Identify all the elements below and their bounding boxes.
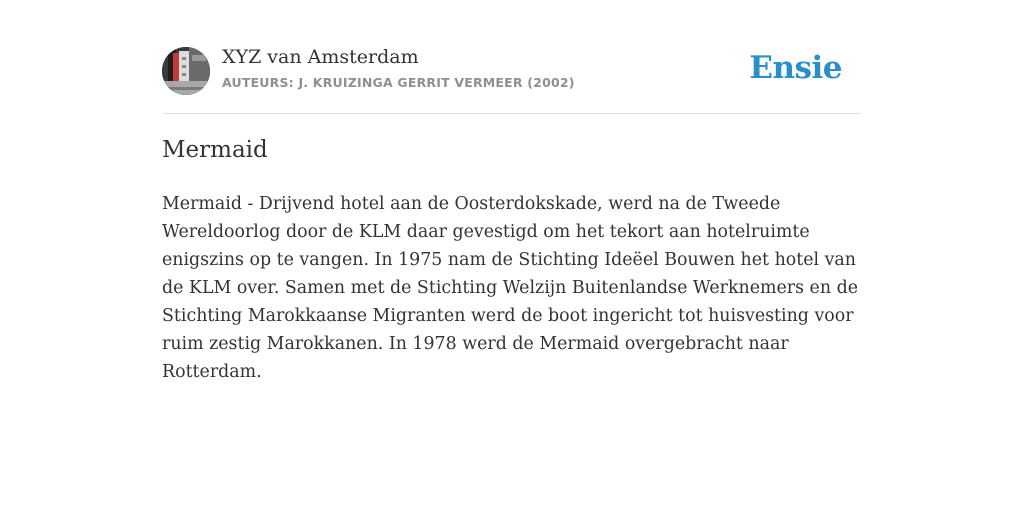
- book-cover-icon: [162, 47, 210, 95]
- authors-label: AUTEURS:: [222, 75, 294, 90]
- book-header: [162, 46, 862, 114]
- ensie-logo-link[interactable]: Ensie: [749, 50, 842, 86]
- authors-value: J. KRUIZINGA GERRIT VERMEER (2002): [298, 75, 575, 90]
- book-title[interactable]: XYZ van Amsterdam: [222, 46, 419, 68]
- authors-line: [222, 75, 575, 90]
- book-cover-avatar[interactable]: [162, 47, 210, 95]
- entry-body: Mermaid - Drijvend hotel aan de Oosterdokskade, werd na de Tweede Wereldoorlog door de KLM daar gevestigd om het tekort aan hotelruimte enigszins op te vangen. In 1975 nam de Stichting Ideëel Bouwen het hotel van de KLM over. Samen met de Stichting Welzijn Buitenlandse Werknemers en de Stichting Marokkaanse Migranten werd de boot ingericht tot huisvesting voor ruim zestig Marokkanen. In 1978 werd de Mermaid overgebracht naar Rotterdam.: [162, 194, 858, 382]
- entry-title: Mermaid: [162, 137, 268, 163]
